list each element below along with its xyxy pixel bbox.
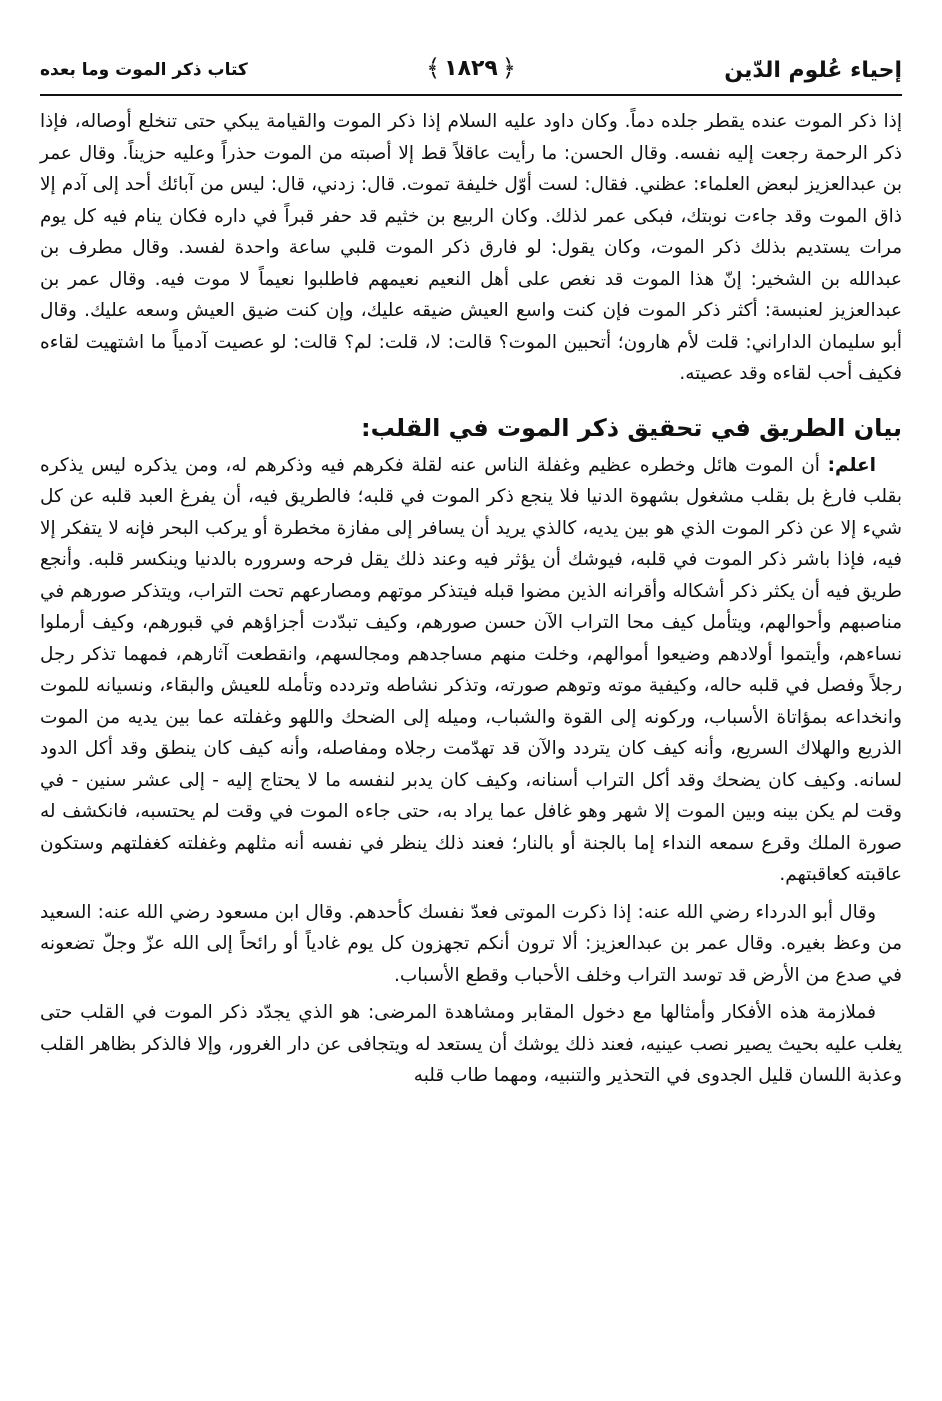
paragraph-2	[40, 450, 902, 891]
paragraph-2-text: أن الموت هائل وخطره عظيم وغفلة الناس عنه لقلة فكرهم فيه وذكرهم له، ومن يذكره ليس يذكره بقلب فارغ بل بقلب مشغول بشهوة الدنيا فلا ينجع ذكر الموت في قلبه؛ فالطريق فيه، أن يفرغ العبد قلبه عن كل شيء إلا عن ذكر الموت الذي هو بين يديه، كالذي يريد أن يسافر إلى مفازة مخطرة أو يركب البحر فإنه لا يتفكر إلا فيه، فإذا باشر ذكر الموت في قلبه، فيوشك أن يؤثر فيه وعند ذلك يقل فرحه وسروره بالدنيا وينكسر قلبه. وأنجع طريق فيه أن يكثر ذكر أشكاله وأقرانه الذين مضوا قبله فيتذكر موتهم ومصارعهم تحت التراب، ويتذكر صورهم في مناصبهم وأحوالهم، ويتأمل كيف محا التراب الآن حسن صورهم، وكيف تبدّدت أجزاؤهم في قبورهم، وكيف أرملوا نساءهم، وأيتموا أولادهم وضيعوا أموالهم، وخلت منهم مساجدهم ومجالسهم، وانقطعت آثارهم، فمهما تذكر رجل رجلاً وفصل في قلبه حاله، وكيفية موته وتوهم صورته، وتذكر نشاطه وتردده وتأمله للعيش والبقاء، ونسيانه للموت وانخداعه بمؤاتاة الأسباب، وركونه إلى القوة والشباب، وميله إلى الضحك واللهو وغفلته عما بين يديه من الموت الذريع والهلاك السريع، وأنه كيف كان يتردد والآن قد تهدّمت رجلاه ومفاصله، وأنه كيف كان ينطق وقد أكل الدود لسانه. وكيف كان يضحك وقد أكل التراب أسنانه، وكيف كان يدبر لنفسه ما لا يحتاج إليه - إلى عشر سنين - في وقت لم يكن بينه وبين الموت إلا شهر وهو غافل عما يراد به، حتى جاءه الموت في وقت لم يحتسبه، فانكشف له صورة الملك وقرع سمعه النداء إما بالجنة أو بالنار؛ فعند ذلك ينظر في نفسه أنه مثلهم وغفلته كغفلتهم وستكون عاقبته كعاقبتهم.	[40, 454, 902, 885]
page-number-block	[426, 54, 516, 82]
paragraph-4: فملازمة هذه الأفكار وأمثالها مع دخول المقابر ومشاهدة المرضى: هو الذي يجدّد ذكر الموت في القلب حتى يغلب عليه بحيث يصير نصب عينيه، فعند ذلك يوشك أن يستعد له ويتجافى عن دار الغرور، وإلا فالذكر بظاهر القلب وعذبة اللسان قليل الجدوى في التحذير والتنبيه، ومهما طاب قلبه	[40, 1002, 902, 1086]
lead-word: اعلم:	[827, 454, 876, 476]
running-header	[40, 48, 902, 96]
ornament-bracket-icon: ﴾	[426, 54, 441, 82]
ornament-bracket-icon: ﴿	[501, 54, 516, 82]
paragraph-1: إذا ذكر الموت عنده يقطر جلده دماً. وكان داود عليه السلام إذا ذكر الموت والقيامة يبكي حتى تنخلع أوصاله، فإذا ذكر الرحمة رجعت إليه نفسه. وقال الحسن: ما رأيت عاقلاً قط إلا أصبته من الموت حذراً وعليه حزيناً. وقال عمر بن عبدالعزيز لبعض العلماء: عظني. فقال: لست أوّل خليفة تموت. قال: زدني، قال: ليس من آبائك أحد إلى آدم إلا ذاق الموت وقد جاءت نوبتك، فبكى عمر لذلك. وكان الربيع بن خثيم قد حفر قبراً في داره فكان ينام فيه كل يوم مرات يستديم بذلك ذكر الموت، وكان يقول: لو فارق ذكر الموت قلبي ساعة واحدة لفسد. وقال مطرف بن عبدالله بن الشخير: إنّ هذا الموت قد نغص على أهل النعيم نعيمهم فاطلبوا نعيماً لا موت فيه. وقال عمر بن عبدالعزيز لعنبسة: أكثر ذكر الموت فإن كنت واسع العيش ضيقه عليك، وإن كنت ضيق العيش وسعه عليك. وقال أبو سليمان الداراني: قلت لأم هارون؛ أتحبين الموت؟ قالت: لا، قلت: لم؟ قالت: لو عصيت آدمياً ما اشتهيت لقاءه فكيف أحب لقاءه وقد عصيته.	[40, 111, 902, 384]
paragraph-3: وقال أبو الدرداء رضي الله عنه: إذا ذكرت الموتى فعدّ نفسك كأحدهم. وقال ابن مسعود رضي الله عنه: السعيد من وعظ بغيره. وقال عمر بن عبدالعزيز: ألا ترون أنكم تجهزون كل يوم غادياً أو رائحاً إلى الله عزّ وجلّ تضعونه في صدع من الأرض قد توسد التراب وخلف الأحباب وقطع الأسباب.	[40, 901, 902, 986]
book-title: إحياء عُلوم الدّين	[724, 58, 902, 83]
section-heading: بيان الطريق في تحقيق ذكر الموت في القلب:	[361, 413, 902, 442]
page-number: ١٨٢٩	[444, 55, 498, 81]
page	[40, 48, 902, 1401]
section-title: كتاب ذكر الموت وما بعده	[40, 60, 248, 80]
